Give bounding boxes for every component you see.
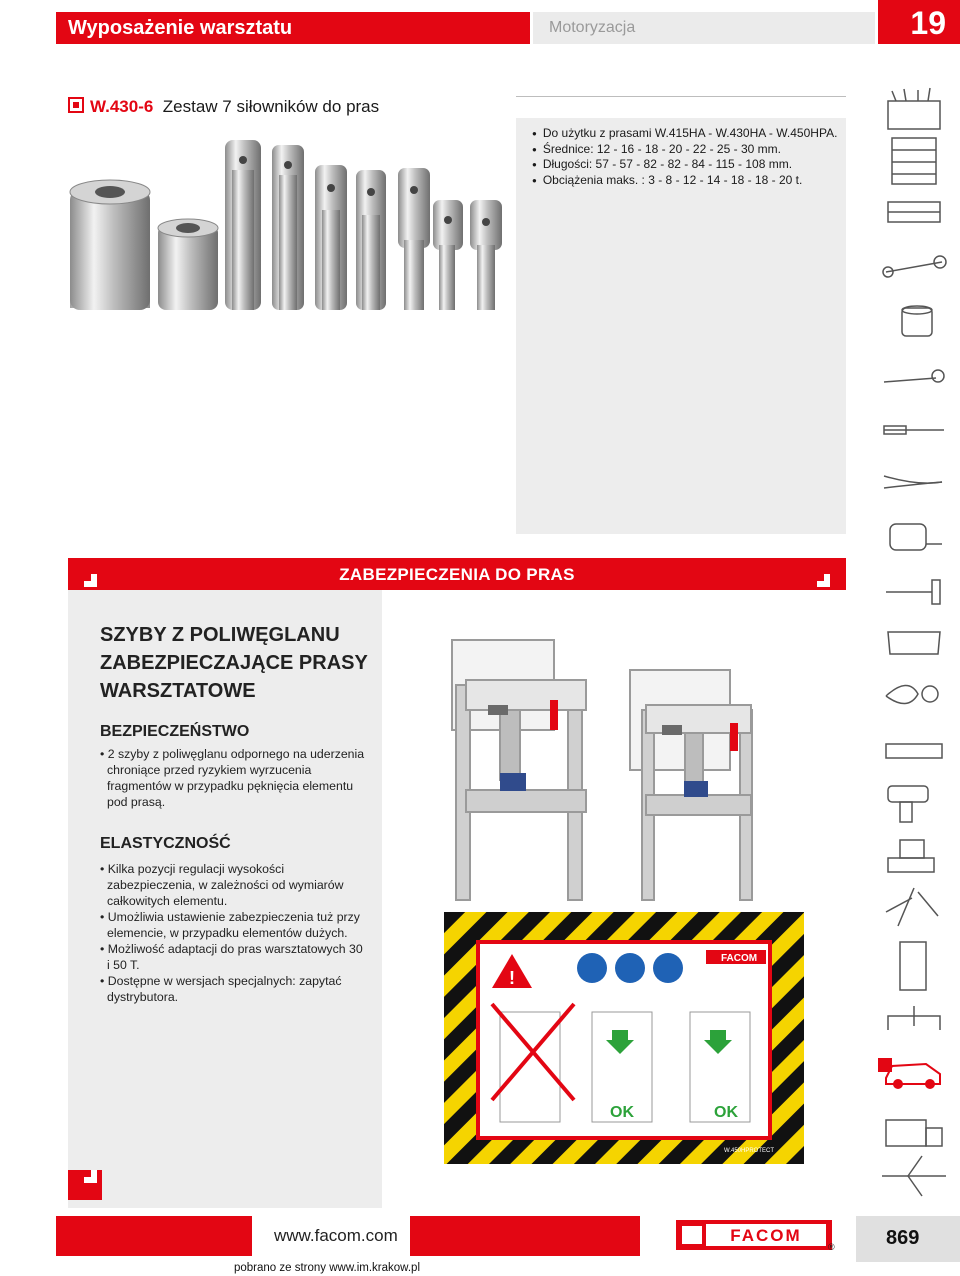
download-source: pobrano ze strony www.im.krakow.pl	[234, 1262, 420, 1274]
header-section-bar	[56, 12, 530, 44]
safety-spark-icon	[886, 888, 938, 926]
tool-case-icon	[888, 202, 940, 222]
wrench-icon	[883, 256, 946, 277]
section-banner-title: ZABEZPIECZENIA DO PRAS	[339, 565, 575, 584]
svg-text:!: !	[509, 968, 515, 988]
category-icons-sidebar	[878, 86, 950, 1206]
vise-icon	[888, 840, 934, 872]
product-code: W.430-6	[90, 97, 154, 116]
registered-mark: ®	[828, 1242, 835, 1252]
chapter-number: 19	[910, 5, 946, 41]
svg-text:FACOM: FACOM	[730, 1226, 802, 1245]
socket-icon	[902, 306, 932, 336]
tool-storage-icon	[888, 88, 940, 129]
hacksaw-icon	[888, 632, 940, 654]
safety-list	[100, 746, 365, 810]
footer-accent-bar	[56, 1216, 252, 1256]
section-banner	[68, 558, 846, 590]
ratchet-icon	[884, 370, 944, 382]
facom-logo	[676, 1220, 832, 1250]
list-item: • Umożliwia ustawienie zabezpieczenia tuż przy elemencie, w przypadku elementów dużych.	[100, 909, 365, 941]
footer-website: www.facom.com	[268, 1226, 404, 1246]
truck-icon	[886, 1120, 942, 1146]
flexibility-list	[100, 861, 365, 1005]
header-category: Motoryzacja	[549, 19, 636, 36]
workshop-presses-image	[430, 615, 790, 905]
header-category-bar	[533, 12, 875, 44]
spec-item: ● Średnice: 12 - 16 - 18 - 20 - 22 - 25 - 30 mm.	[532, 142, 837, 158]
chapter-tab	[878, 0, 960, 44]
spec-item: ● Obciążenia maks. : 3 - 8 - 12 - 14 - 18 - 18 - 20 t.	[532, 173, 837, 189]
corner-marker-icon	[84, 1170, 97, 1183]
spec-item: ● Długości: 57 - 57 - 82 - 82 - 84 - 115 - 108 mm.	[532, 157, 837, 173]
spec-item: ● Do użytku z prasami W.415HA - W.430HA - W.450HPA.	[532, 126, 837, 142]
corner-marker-icon	[817, 574, 830, 587]
product-name: Zestaw 7 siłowników do pras	[162, 97, 380, 116]
footer-accent-bar	[410, 1216, 640, 1256]
header-section-title: Wyposażenie warsztatu	[68, 17, 293, 39]
label-ok-left: OK	[610, 1104, 634, 1121]
list-item: • Możliwość adaptacji do pras warsztatowych 30 i 50 T.	[100, 941, 365, 973]
section-heading: SZYBY Z POLIWĘGLANU ZABEZPIECZAJĄCE PRASY WARSZTATOWE	[100, 624, 368, 702]
circuit-breaker-icon	[900, 942, 926, 990]
screwdriver-icon	[884, 426, 944, 434]
flexibility-heading: ELASTYCZNOŚĆ	[100, 835, 231, 852]
list-item: • Dostępne w wersjach specjalnych: zapytać dystrybutora.	[100, 973, 365, 1005]
label-reference: W.450HPROTECT	[723, 1148, 774, 1154]
hammer-icon	[886, 580, 940, 604]
list-item: • Kilka pozycji regulacji wysokości zabezpieczenia, w zależności od wymiarów całkowitych elementu.	[100, 861, 365, 909]
roller-cabinet-icon	[892, 138, 936, 184]
label-brand: FACOM	[720, 953, 758, 964]
impact-wrench-icon	[888, 786, 928, 822]
spec-list	[532, 126, 837, 188]
airplane-icon	[882, 1156, 946, 1196]
cutter-icon	[886, 685, 938, 703]
product-marker-icon	[68, 97, 84, 113]
list-item: • 2 szyby z poliwęglanu odpornego na uderzenia chroniące przed ryzykiem wyrzucenia fragmentów w przypadku pęknięcia elementu pod prasą.	[100, 746, 365, 810]
tape-measure-icon	[890, 524, 942, 550]
puller-icon	[888, 1006, 940, 1030]
product-title	[68, 97, 379, 117]
divider	[516, 96, 846, 97]
label-ok-right: OK	[714, 1104, 738, 1121]
press-cylinders-image	[60, 130, 510, 330]
corner-marker-icon	[84, 574, 97, 587]
safety-warning-label	[444, 912, 804, 1164]
car-icon	[878, 1058, 940, 1089]
pliers-icon	[884, 476, 942, 488]
electrical-tester-icon	[886, 744, 942, 758]
page-number: 869	[886, 1227, 920, 1249]
page-number-tab	[856, 1216, 960, 1262]
safety-heading: BEZPIECZEŃSTWO	[100, 723, 250, 740]
